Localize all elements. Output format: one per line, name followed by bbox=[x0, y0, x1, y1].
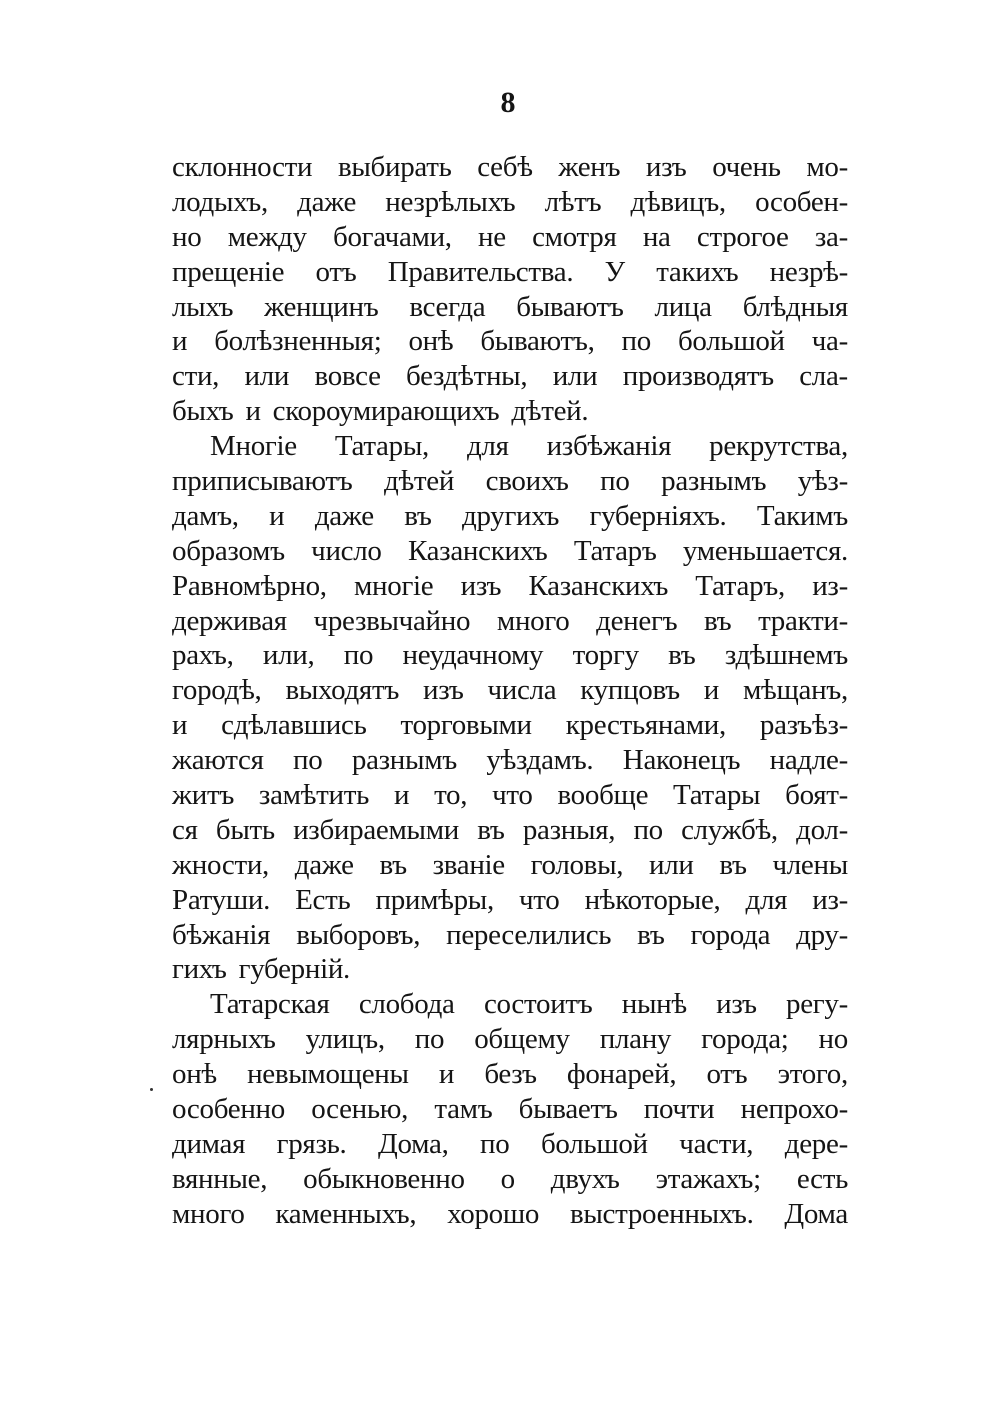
paragraph bbox=[172, 987, 848, 1231]
body-text bbox=[172, 150, 848, 1232]
scan-speck bbox=[150, 1088, 153, 1091]
text-line: сти, или вовсе бездѣтны, или производятъ сла- bbox=[172, 360, 848, 393]
text-line: склонности выбирать себѣ женъ изъ очень мо- bbox=[172, 151, 848, 183]
text-line: образомъ число Казанскихъ Татаръ уменьшается. bbox=[172, 534, 848, 567]
text-line: жности, даже въ званіе головы, или въ члены bbox=[172, 848, 848, 881]
text-line: городѣ, выходятъ изъ числа купцовъ и мѣщанъ, bbox=[172, 674, 848, 707]
text-line: приписываютъ дѣтей своихъ по разнымъ уѣз- bbox=[172, 465, 848, 498]
text-line: рахъ, или, по неудачному торгу въ здѣшнемъ bbox=[172, 639, 848, 672]
text-line: ся быть избираемыми въ разныя, по службѣ, дол- bbox=[172, 813, 848, 846]
text-line: прещеніе отъ Правительства. У такихъ незрѣ- bbox=[172, 255, 848, 288]
text-line: лодыхъ, даже незрѣлыхъ лѣтъ дѣвицъ, особен- bbox=[172, 185, 848, 218]
text-line: Ратуши. Есть примѣры, что нѣкоторые, для из- bbox=[172, 883, 848, 916]
paragraph bbox=[172, 429, 848, 987]
text-line: держивая чрезвычайно много денегъ въ тракти- bbox=[172, 604, 848, 637]
text-line: гихъ губерній. bbox=[172, 953, 351, 986]
text-line: лыхъ женщинъ всегда бываютъ лица блѣдныя bbox=[172, 290, 848, 323]
text-line: лярныхъ улицъ, по общему плану города; но bbox=[172, 1023, 848, 1056]
text-line: жаются по разнымъ уѣздамъ. Наконецъ надле- bbox=[172, 744, 848, 777]
text-line: и сдѣлавшись торговыми крестьянами, разъѣз- bbox=[172, 709, 848, 742]
text-line: вянные, обыкновенно о двухъ этажахъ; есть bbox=[172, 1162, 848, 1195]
text-line: и болѣзненныя; онѣ бываютъ, по большой ча- bbox=[172, 325, 848, 358]
paragraph bbox=[172, 150, 848, 429]
text-line: особенно осенью, тамъ бываетъ почти непрохо- bbox=[172, 1093, 848, 1126]
text-line: Многіе Татары, для избѣжанія рекрутства, bbox=[210, 430, 848, 463]
page-number: 8 bbox=[500, 86, 516, 119]
text-line: онѣ невымощены и безъ фонарей, отъ этого, bbox=[172, 1058, 848, 1091]
text-line: дамъ, и даже въ другихъ губерніяхъ. Такимъ bbox=[172, 499, 848, 532]
text-line: быхъ и скороумирающихъ дѣтей. bbox=[172, 395, 589, 428]
text-line: Татарская слобода состоитъ нынѣ изъ регу- bbox=[210, 988, 848, 1021]
text-line: но между богачами, не смотря на строгое за- bbox=[172, 220, 848, 253]
text-line: житъ замѣтить и то, что вообще Татары боят- bbox=[172, 779, 848, 812]
text-line: много каменныхъ, хорошо выстроенныхъ. Дома bbox=[172, 1197, 848, 1230]
text-line: Равномѣрно, многіе изъ Казанскихъ Татаръ, из- bbox=[172, 569, 848, 602]
text-line: димая грязь. Дома, по большой части, дере- bbox=[172, 1127, 848, 1160]
text-line: бѣжанія выборовъ, переселились въ города дру- bbox=[172, 918, 848, 951]
